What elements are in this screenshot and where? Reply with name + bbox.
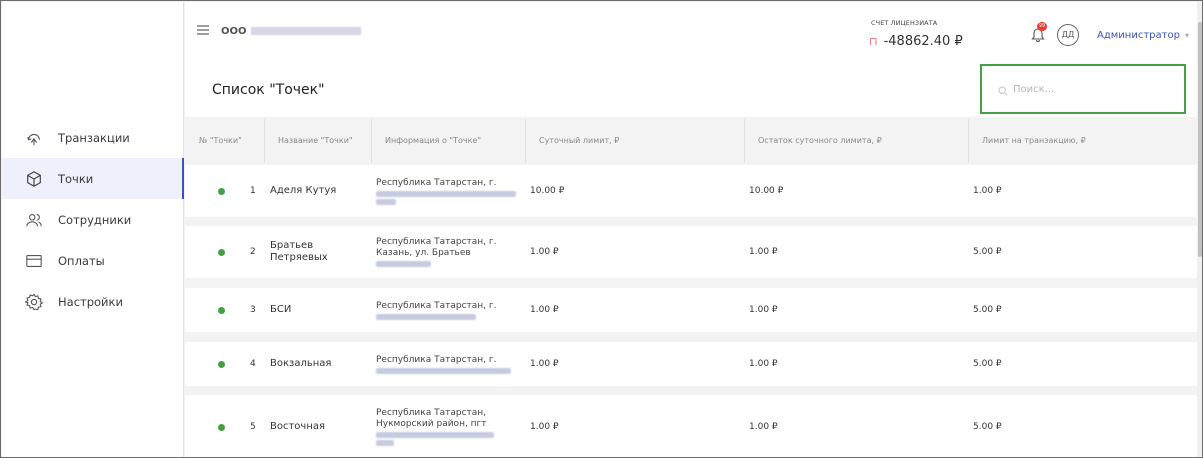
sidebar-item-settings[interactable] <box>2 281 183 322</box>
sidebar-item-employees[interactable] <box>2 199 183 240</box>
sidebar-item-label: Настройки <box>58 294 123 309</box>
point-number: 5 <box>250 422 256 432</box>
redacted-text <box>376 199 396 205</box>
point-number: 4 <box>250 359 256 369</box>
redacted-text <box>376 368 511 374</box>
column-header-daily-limit[interactable]: Суточный лимит, ₽ <box>525 119 744 163</box>
top-header <box>185 2 1197 60</box>
table-row[interactable] <box>185 342 1197 386</box>
point-number: 2 <box>250 247 256 257</box>
account-balance-value: -48862.40 ₽ <box>883 34 963 49</box>
column-header-name[interactable]: Название "Точки" <box>264 119 371 163</box>
daily-limit: 1.00 ₽ <box>530 359 559 369</box>
table-row[interactable] <box>185 288 1197 332</box>
notification-badge: 99 <box>1038 23 1046 29</box>
point-name: Вокзальная <box>270 358 332 369</box>
sidebar-item-transactions[interactable] <box>2 117 183 158</box>
column-header-transaction-limit[interactable]: Лимит на транзакцию, ₽ <box>968 119 1197 163</box>
sidebar-item-label: Транзакции <box>58 130 130 145</box>
point-info: Республика Татарстан, г. <box>376 165 516 217</box>
point-name: Аделя Кутуя <box>270 185 337 196</box>
status-indicator <box>218 188 225 195</box>
daily-limit: 1.00 ₽ <box>530 305 559 315</box>
point-number: 1 <box>250 186 256 196</box>
status-indicator <box>218 424 225 431</box>
table-row[interactable] <box>185 165 1197 217</box>
account-balance <box>869 34 963 49</box>
column-header-info[interactable]: Информация о "Точке" <box>371 119 525 163</box>
search-input[interactable] <box>980 64 1186 114</box>
point-name: БСИ <box>270 304 292 315</box>
scrollbar-thumb[interactable] <box>1198 22 1202 257</box>
menu-icon[interactable] <box>197 25 209 35</box>
transaction-limit: 5.00 ₽ <box>973 247 1002 257</box>
status-indicator <box>218 361 225 368</box>
sidebar <box>2 2 184 458</box>
daily-remaining: 1.00 ₽ <box>749 247 778 257</box>
avatar[interactable]: ДД <box>1057 24 1079 46</box>
sidebar-item-points[interactable] <box>2 158 183 199</box>
redacted-text <box>376 314 476 320</box>
transaction-limit: 1.00 ₽ <box>973 186 1002 196</box>
search-icon <box>998 86 1008 96</box>
company-name-redacted <box>251 27 361 35</box>
daily-remaining: 10.00 ₽ <box>749 186 784 196</box>
page-titlebar <box>185 60 1197 117</box>
point-info: Республика Татарстан, г. Казань, ул. Братьев <box>376 226 496 278</box>
point-number: 3 <box>250 305 256 315</box>
redacted-text <box>376 191 516 197</box>
transaction-limit: 5.00 ₽ <box>973 359 1002 369</box>
table-header <box>185 119 1197 163</box>
daily-remaining: 1.00 ₽ <box>749 305 778 315</box>
card-icon <box>24 251 44 271</box>
scrollbar[interactable] <box>1197 2 1203 458</box>
user-role: Администратор <box>1097 30 1180 41</box>
point-info: Республика Татарстан, г. <box>376 288 496 332</box>
sidebar-item-label: Точки <box>58 171 94 186</box>
sidebar-item-label: Сотрудники <box>58 212 132 227</box>
daily-limit: 1.00 ₽ <box>530 422 559 432</box>
sidebar-item-label: Оплаты <box>58 253 105 268</box>
search-placeholder: Поиск... <box>1013 84 1055 95</box>
point-info: Республика Татарстан, Нукморский район, пгт <box>376 395 494 458</box>
table-row[interactable] <box>185 395 1197 458</box>
redacted-text <box>376 440 394 446</box>
company-name: ООО <box>221 26 361 37</box>
point-name: Восточная <box>270 421 326 432</box>
transaction-limit: 5.00 ₽ <box>973 305 1002 315</box>
transaction-limit: 5.00 ₽ <box>973 422 1002 432</box>
daily-limit: 1.00 ₽ <box>530 247 559 257</box>
bookmark-icon: ⊓ <box>869 35 878 48</box>
daily-remaining: 1.00 ₽ <box>749 359 778 369</box>
daily-remaining: 1.00 ₽ <box>749 422 778 432</box>
sidebar-logo-area <box>2 2 183 117</box>
users-icon <box>24 210 44 230</box>
daily-limit: 10.00 ₽ <box>530 186 565 196</box>
status-indicator <box>218 307 225 314</box>
user-menu[interactable] <box>1097 30 1189 41</box>
point-info: Республика Татарстан, г. <box>376 342 511 386</box>
gear-icon <box>24 292 44 312</box>
account-label: СЧЕТ ЛИЦЕНЗИАТА <box>871 19 938 27</box>
point-name: Братьев Петряевых <box>270 240 328 263</box>
chevron-down-icon: ▾ <box>1184 31 1189 40</box>
redacted-text <box>376 432 494 438</box>
table-row[interactable] <box>185 226 1197 278</box>
status-indicator <box>218 249 225 256</box>
column-header-number[interactable]: № "Точки" <box>199 136 242 145</box>
redacted-text <box>376 261 431 267</box>
page-title: Список "Точек" <box>212 82 325 98</box>
cube-icon <box>24 169 44 189</box>
transactions-icon <box>24 128 44 148</box>
column-header-daily-remaining[interactable]: Остаток суточного лимита, ₽ <box>744 119 968 163</box>
sidebar-item-payments[interactable] <box>2 240 183 281</box>
